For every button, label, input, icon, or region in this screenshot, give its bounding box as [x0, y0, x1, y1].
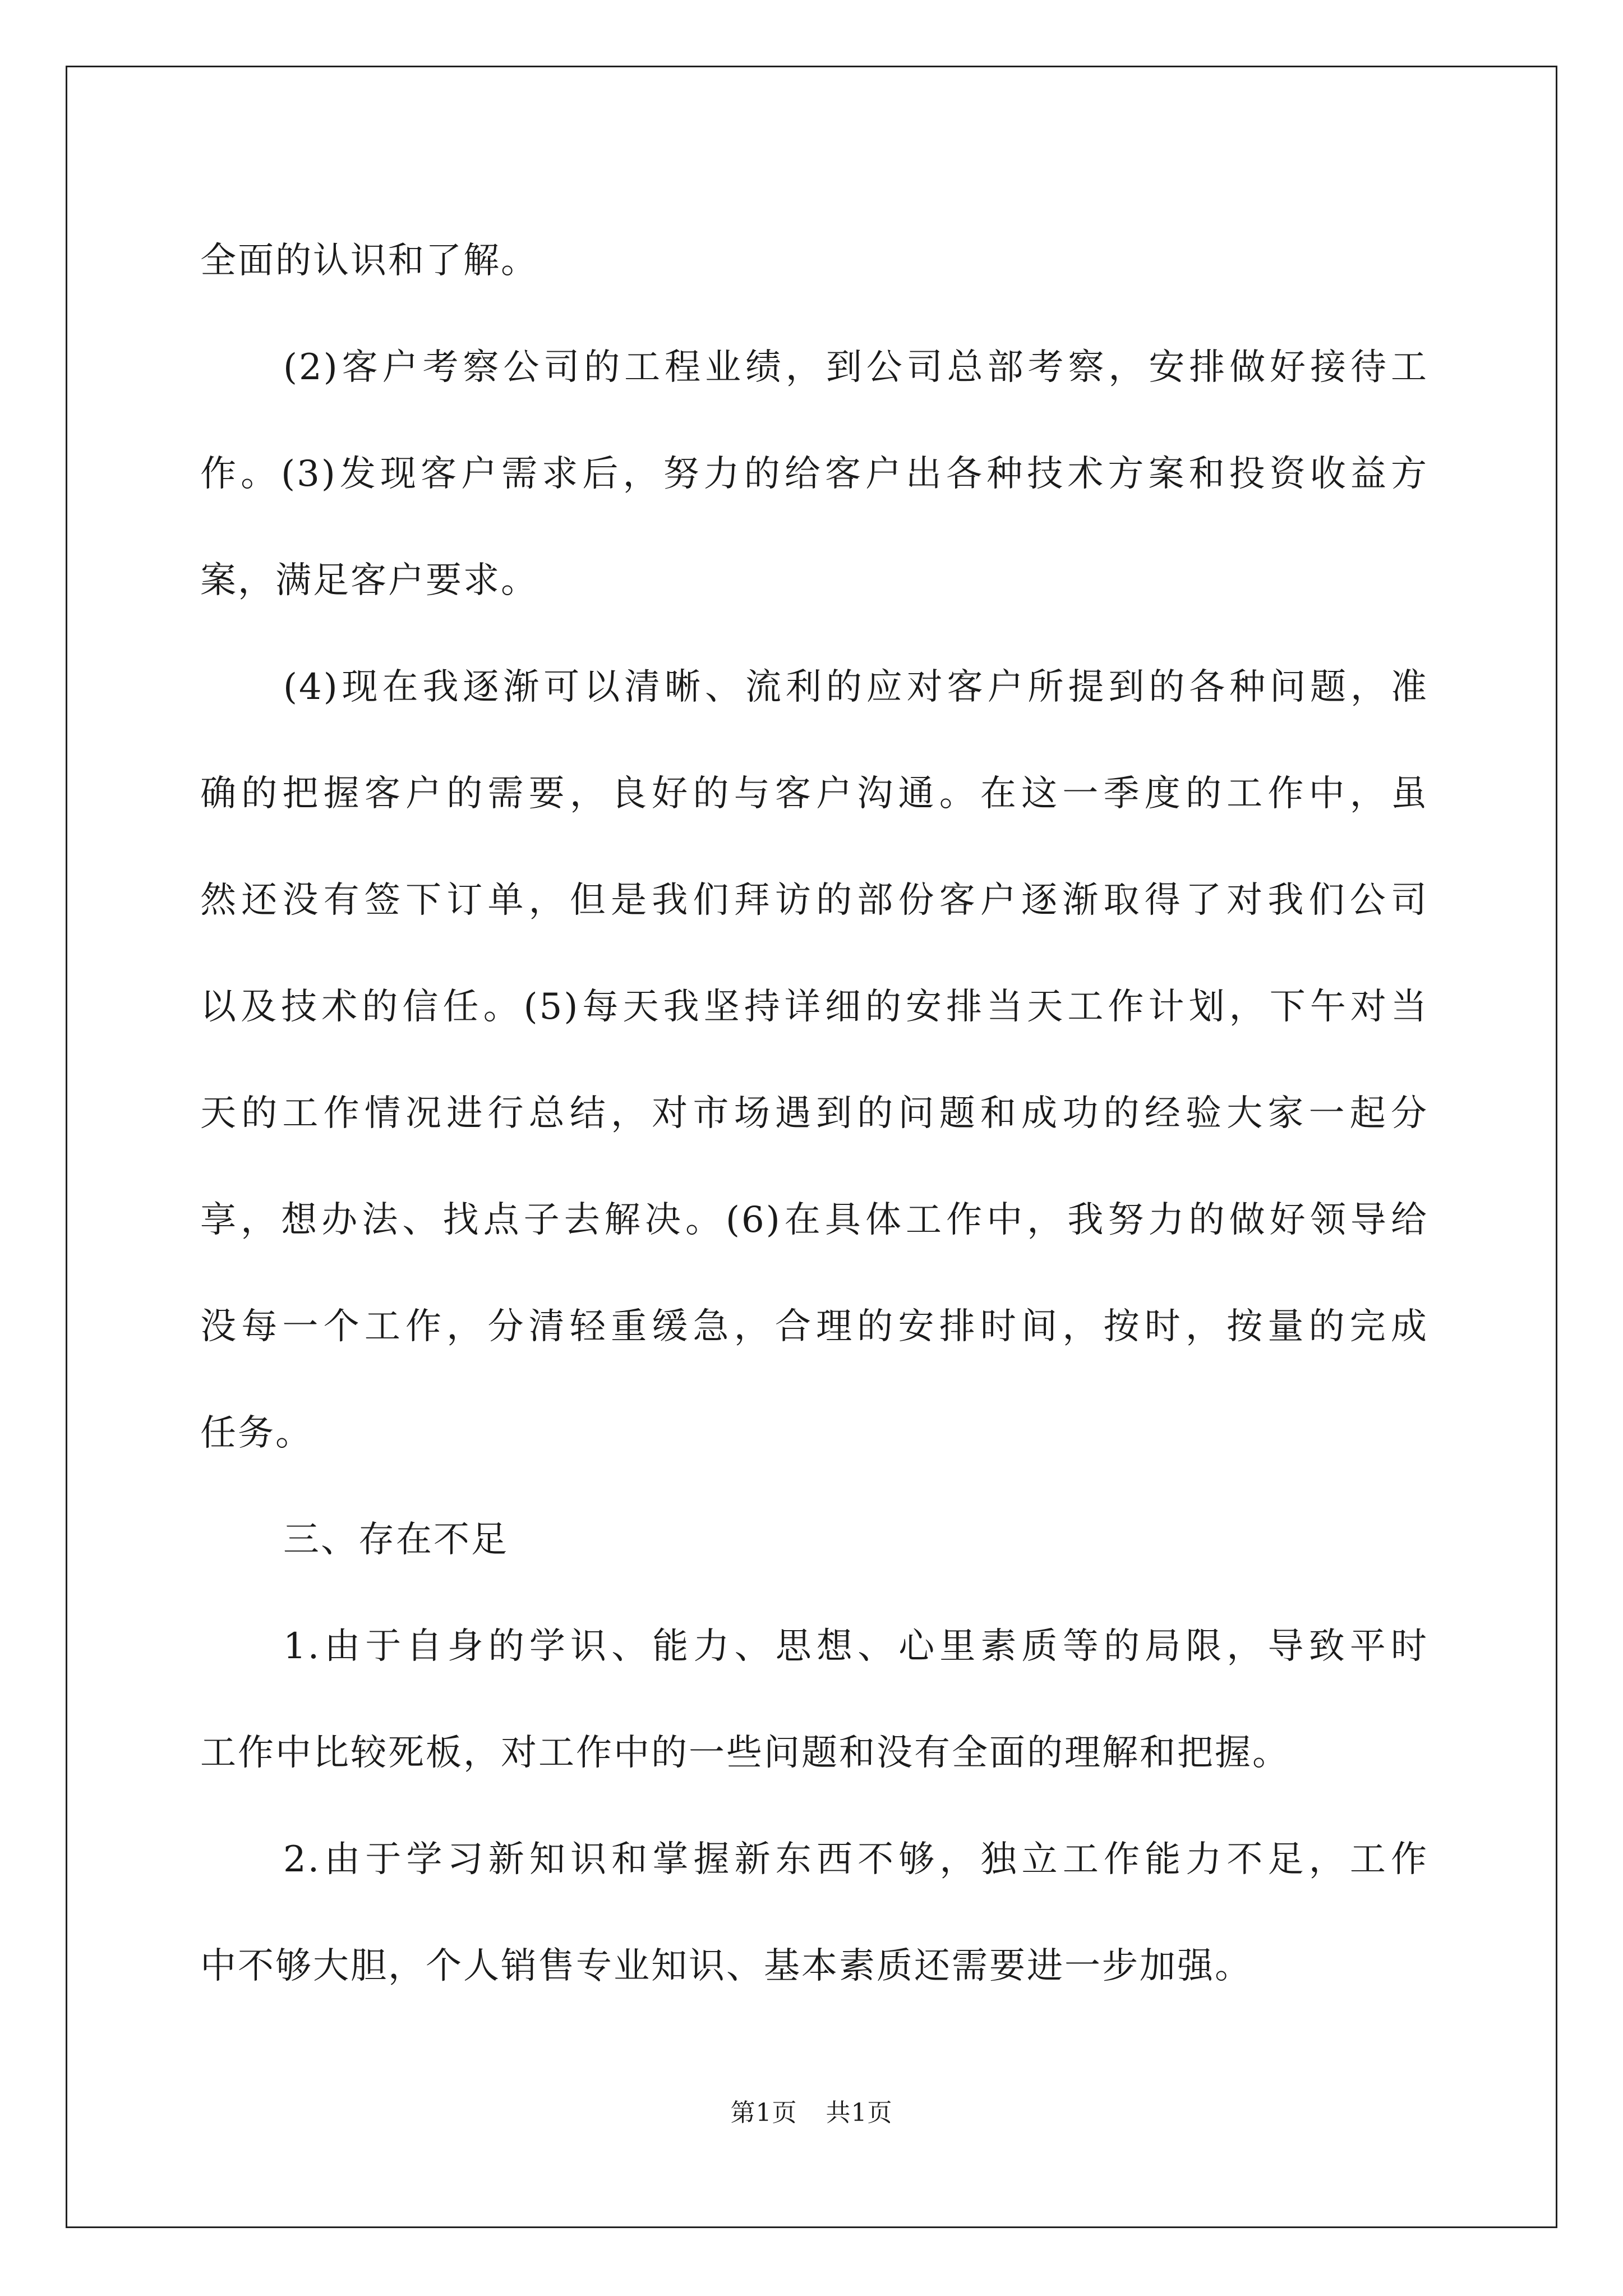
- text-line: 任务。: [200, 1412, 313, 1454]
- text-line: 1.由于自身的学识、能力、思想、心里素质等的局限，导致平时: [283, 1626, 1428, 1667]
- text-line: 没每一个工作，分清轻重缓急，合理的安排时间，按时，按量的完成: [200, 1306, 1428, 1347]
- text-line: 中不够大胆，个人销售专业知识、基本素质还需要进一步加强。: [200, 1945, 1252, 1987]
- text-line: 然还没有签下订单，但是我们拜访的部份客户逐渐取得了对我们公司: [200, 880, 1428, 921]
- text-line: (4)现在我逐渐可以清晰、流利的应对客户所提到的各种问题，准: [283, 666, 1428, 708]
- page-footer: [0, 2092, 1623, 2128]
- text-line: 工作中比较死板，对工作中的一些问题和没有全面的理解和把握。: [200, 1732, 1290, 1774]
- text-line: 案，满足客户要求。: [200, 560, 538, 601]
- text-line: 享，想办法、找点子去解决。(6)在具体工作中，我努力的做好领导给: [200, 1199, 1428, 1241]
- text-line: 以及技术的信任。(5)每天我坚持详细的安排当天工作计划，下午对当: [200, 986, 1428, 1028]
- section-heading: 三、存在不足: [283, 1519, 509, 1561]
- text-line: 2.由于学习新知识和掌握新东西不够，独立工作能力不足，工作: [283, 1839, 1428, 1880]
- text-line: 全面的认识和了解。: [200, 240, 538, 282]
- document-body: [200, 208, 1428, 2019]
- page-total: 共1页: [826, 2099, 893, 2127]
- text-line: 作。(3)发现客户需求后，努力的给客户出各种技术方案和投资收益方: [200, 453, 1428, 495]
- text-line: (2)客户考察公司的工程业绩，到公司总部考察，安排做好接待工: [283, 347, 1428, 388]
- text-line: 确的把握客户的需要，良好的与客户沟通。在这一季度的工作中，虽: [200, 773, 1428, 815]
- page-number: 第1页: [730, 2099, 797, 2127]
- text-line: 天的工作情况进行总结，对市场遇到的问题和成功的经验大家一起分: [200, 1093, 1428, 1134]
